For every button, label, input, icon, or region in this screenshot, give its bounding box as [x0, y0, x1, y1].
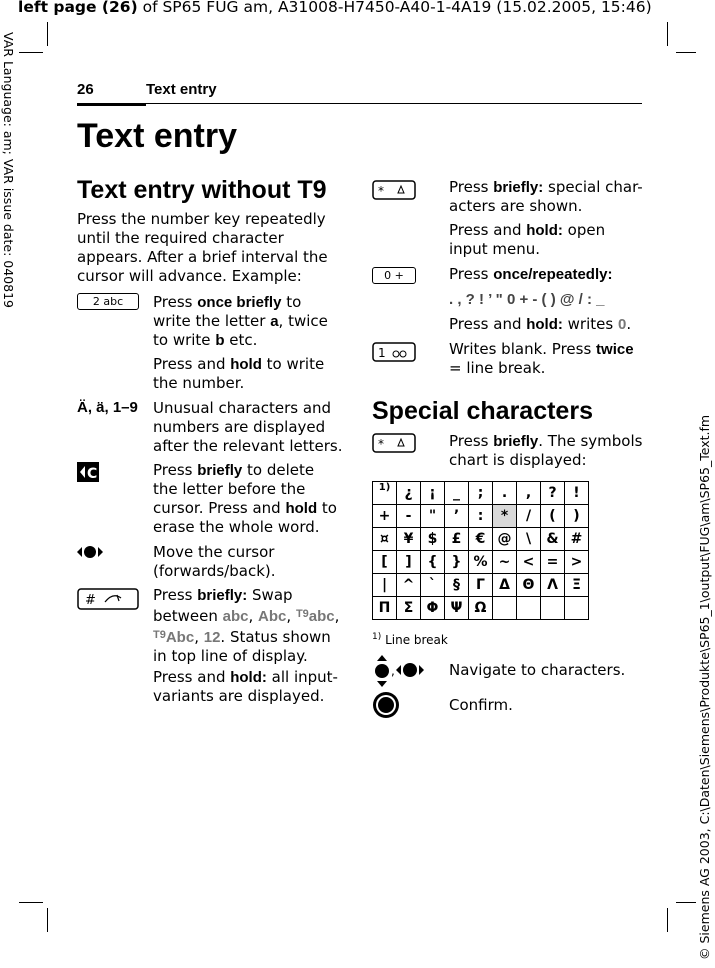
symbol-cell: *: [493, 505, 517, 528]
symbol-cell: _: [445, 482, 469, 505]
symbol-cell: %: [469, 551, 493, 574]
svg-text:,: ,: [391, 664, 395, 678]
symbol-cell: [493, 597, 517, 620]
symbol-cell: Θ: [517, 574, 541, 597]
star-desc-3: Press briefly. The symbols chart is displayed:: [449, 432, 643, 469]
symbol-cell: [541, 597, 565, 620]
running-title: Text entry: [146, 81, 217, 98]
svg-text:1: 1: [378, 346, 386, 360]
symbol-cell: [: [373, 551, 397, 574]
symbol-cell: <: [517, 551, 541, 574]
crop-mark: [676, 902, 696, 903]
star-desc-1: Press briefly: special char-acters are shown.: [449, 178, 643, 215]
clear-key-icon: [77, 462, 99, 482]
symbol-cell: Σ: [397, 597, 421, 620]
hash-desc-1: Press briefly: Swap between abc, Abc, $^{T9}$abc, $^{T9}$Abc, 12. Status shown in top line of display.: [153, 586, 340, 665]
svg-text:*: *: [378, 184, 384, 198]
symbol-cell: ": [421, 505, 445, 528]
page-title: Text entry: [77, 117, 237, 155]
crop-mark: [47, 22, 48, 46]
star-key-icon-2: [372, 433, 416, 453]
symbol-cell: >: [565, 551, 589, 574]
symbols-row: [373, 482, 589, 505]
symbols-row: [373, 505, 589, 528]
symbol-cell: Π: [373, 597, 397, 620]
umlaut-label: Ä, ä, 1–9: [77, 399, 138, 416]
umlaut-desc: Unusual characters and numbers are displayed after the relevant letters.: [153, 399, 343, 455]
symbol-cell: ’: [445, 505, 469, 528]
symbol-cell: :: [469, 505, 493, 528]
header-doc-ref: of SP65 FUG am, A31008-H7450-A40-1-4A19 (15.02.2005, 15:46): [137, 0, 652, 16]
section-heading-special-characters: Special characters: [372, 397, 593, 425]
star-key-icon: [372, 180, 416, 200]
crop-mark: [676, 52, 696, 53]
confirm-key-icon: [372, 691, 400, 719]
symbol-cell: Ψ: [445, 597, 469, 620]
symbol-cell: `: [421, 574, 445, 597]
symbol-cell: (: [541, 505, 565, 528]
symbol-cell: /: [517, 505, 541, 528]
navigation-key-icon: [372, 655, 428, 687]
symbol-cell: &: [541, 528, 565, 551]
symbol-cell: |: [373, 574, 397, 597]
symbol-cell: ¤: [373, 528, 397, 551]
side-note-right-text: © Siemens AG 2003, C:\Daten\Siemens\Produkte\SP65_1\output\FUG\am\SP65_Text.fm: [697, 414, 712, 960]
one-desc: Writes blank. Press twice = line break.: [449, 340, 634, 377]
intro-paragraph: Press the number key repeatedly until the required character appears. After a brief interval the cursor will advance. Example:: [77, 210, 328, 285]
key-2-icon: 2 abc: [77, 293, 139, 310]
symbol-cell: #: [565, 528, 589, 551]
nav-desc: Navigate to characters.: [449, 661, 626, 679]
symbol-cell: Λ: [541, 574, 565, 597]
key2-desc-1: Press once briefly to write the letter a, twice to write b etc.: [153, 293, 328, 349]
symbol-cell: ¿: [397, 482, 421, 505]
symbol-cell: ]: [397, 551, 421, 574]
symbol-cell: -: [397, 505, 421, 528]
zero-desc-2: Press and hold: writes 0.: [449, 315, 632, 333]
symbols-row: [373, 528, 589, 551]
symbols-row: [373, 574, 589, 597]
symbol-cell: \: [517, 528, 541, 551]
symbol-cell: ¡: [421, 482, 445, 505]
crop-mark: [667, 908, 668, 932]
symbol-cell: Δ: [493, 574, 517, 597]
symbol-cell: ?: [541, 482, 565, 505]
symbol-cell: {: [421, 551, 445, 574]
cursor-desc: Move the cursor (forwards/back).: [153, 543, 276, 580]
symbol-cell: €: [469, 528, 493, 551]
key2-desc-2: Press and hold to write the number.: [153, 355, 325, 392]
symbol-cell: [517, 597, 541, 620]
symbol-cell: @: [493, 528, 517, 551]
crop-mark: [667, 22, 668, 46]
symbol-cell: Ω: [469, 597, 493, 620]
header-rule: [146, 103, 642, 104]
symbol-cell: ^: [397, 574, 421, 597]
side-note-right: [695, 0, 715, 968]
zero-desc-1: Press once/repeatedly:: [449, 265, 613, 283]
symbol-cell: ;: [469, 482, 493, 505]
star-desc-2: Press and hold: open input menu.: [449, 221, 606, 258]
symbol-cell: Φ: [421, 597, 445, 620]
symbols-row: [373, 551, 589, 574]
svg-text:*: *: [378, 437, 384, 451]
footnote: $^{1)}$ Line break: [372, 632, 448, 647]
side-note-left: [0, 32, 18, 452]
symbols-row: [373, 597, 589, 620]
svg-text:C: C: [87, 466, 98, 482]
document-header: [18, 0, 652, 16]
symbol-cell: §: [445, 574, 469, 597]
symbol-cell: ~: [493, 551, 517, 574]
symbol-cell: ¥: [397, 528, 421, 551]
symbol-cell: Γ: [469, 574, 493, 597]
symbol-cell: ,: [517, 482, 541, 505]
symbol-cell: £: [445, 528, 469, 551]
symbol-cell: }: [445, 551, 469, 574]
symbol-cell: [565, 597, 589, 620]
left-right-navigation-icon: [77, 545, 103, 559]
symbol-cell: Ξ: [565, 574, 589, 597]
symbol-cell: !: [565, 482, 589, 505]
svg-text:#: #: [85, 593, 96, 608]
symbol-cell: ): [565, 505, 589, 528]
section-heading-no-t9: Text entry without T9: [77, 176, 327, 204]
key-0-icon: 0 +: [372, 267, 416, 284]
clear-desc: Press briefly to delete the letter before the cursor. Press and hold to erase the whole word.: [153, 461, 337, 536]
confirm-desc: Confirm.: [449, 696, 513, 714]
symbol-cell: 1): [373, 482, 397, 505]
side-note-left-text: VAR Language: am; VAR issue date: 040819: [1, 32, 16, 308]
header-rule-thick: [77, 103, 146, 106]
symbol-cell: =: [541, 551, 565, 574]
crop-mark: [19, 902, 43, 903]
hash-desc-2: Press and hold: all input-variants are displayed.: [153, 668, 338, 705]
hash-key-icon: [77, 588, 139, 610]
page-number: 26: [77, 81, 94, 98]
symbol-cell: +: [373, 505, 397, 528]
crop-mark: [19, 52, 43, 53]
crop-mark: [47, 908, 48, 932]
header-page-ref: left page (26): [18, 0, 138, 16]
symbol-cell: $: [421, 528, 445, 551]
zero-chars: . , ? ! ’ " 0 + - ( ) @ / : _: [449, 291, 605, 308]
symbol-cell: .: [493, 482, 517, 505]
symbols-chart: [372, 481, 589, 620]
key-1-icon: [372, 342, 416, 362]
